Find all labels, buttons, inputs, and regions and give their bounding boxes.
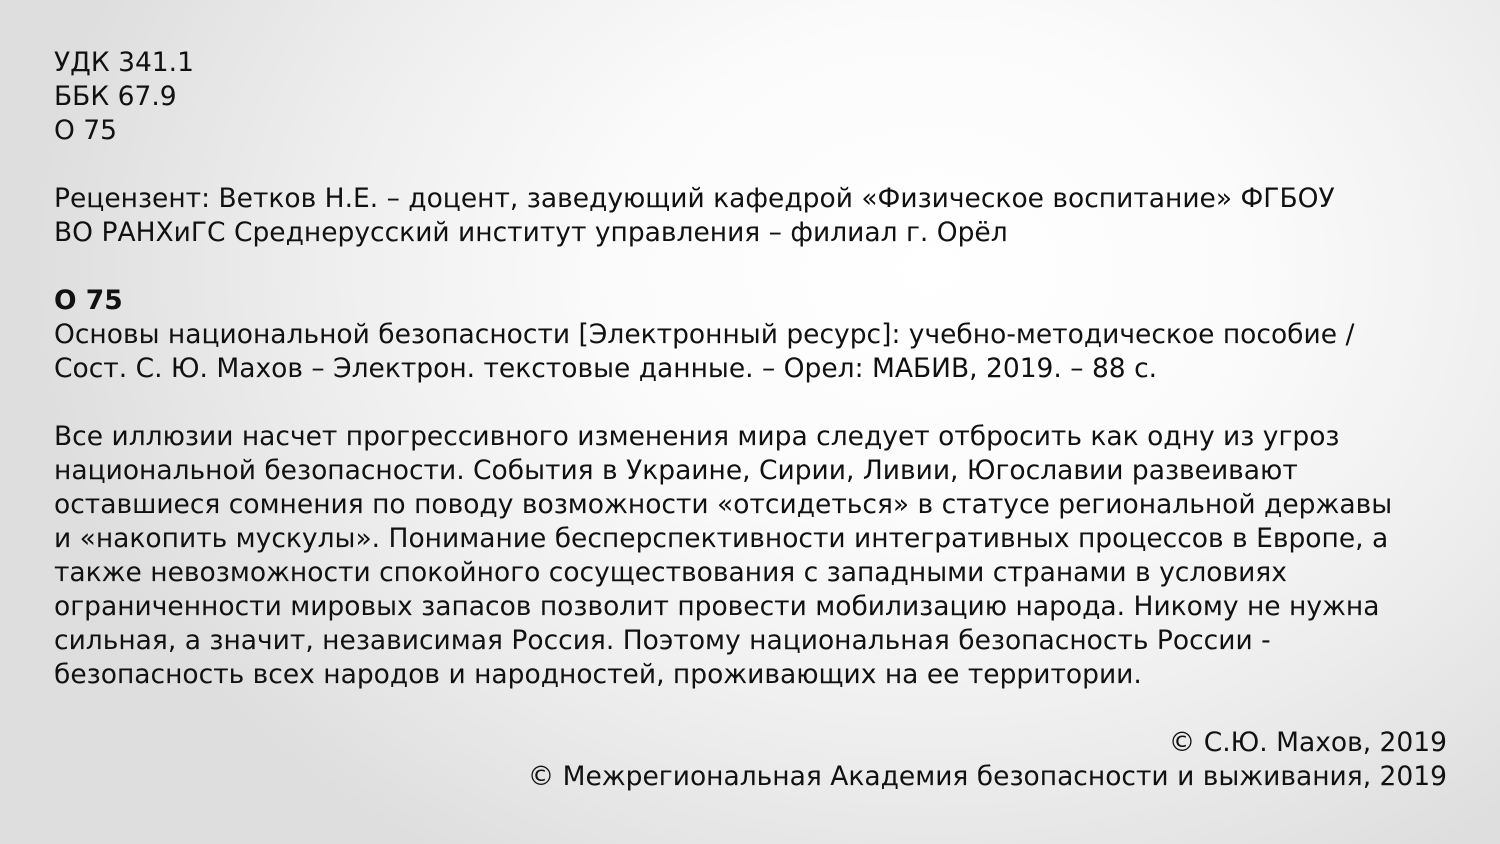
spacer [54, 386, 1454, 420]
udk-code: УДК 341.1 [54, 47, 194, 78]
bbk-code: ББК 67.9 [54, 81, 177, 112]
bibliographic-sign: О 75 [54, 285, 123, 316]
bibliographic-line: Основы национальной безопасности [Электронный ресурс]: учебно-методическое пособие / [54, 319, 1355, 350]
copyright-author: © С.Ю. Махов, 2019 [1168, 727, 1447, 758]
bibliographic-line: Сост. С. Ю. Махов – Электрон. текстовые данные. – Орел: МАБИВ, 2019. – 88 с. [54, 353, 1158, 384]
reviewer-line: Рецензент: Ветков Н.Е. – доцент, заведующий кафедрой «Физическое воспитание» ФГБОУ [54, 183, 1335, 214]
spacer [54, 148, 1454, 182]
reviewer-line: ВО РАНХиГС Среднерусский институт управления – филиал г. Орёл [54, 217, 1008, 248]
abstract-line: национальной безопасности. События в Украине, Сирии, Ливии, Югославии развеивают [54, 455, 1298, 486]
abstract-block [54, 420, 1454, 692]
abstract-line: ограниченности мировых запасов позволит провести мобилизацию народа. Никому не нужна [54, 591, 1380, 622]
abstract-line: Все иллюзии насчет прогрессивного изменения мира следует отбросить как одну из угроз [54, 421, 1340, 452]
abstract-line: и «накопить мускулы». Понимание бесперспективности интегративных процессов в Европе, а [54, 523, 1389, 554]
spacer [54, 692, 1454, 726]
document-page [54, 46, 1454, 794]
copyright-organization: © Межрегиональная Академия безопасности и выживания, 2019 [527, 761, 1447, 792]
spacer [54, 250, 1454, 284]
abstract-line: также невозможности спокойного сосуществования с западными странами в условиях [54, 557, 1287, 588]
abstract-line: сильная, а значит, независимая Россия. Поэтому национальная безопасность России - [54, 625, 1271, 656]
copyright-block [54, 726, 1454, 794]
author-sign: О 75 [54, 115, 118, 146]
classification-block [54, 46, 1454, 148]
bibliographic-block [54, 284, 1454, 386]
reviewer-block [54, 182, 1454, 250]
abstract-line: безопасность всех народов и народностей, проживающих на ее территории. [54, 659, 1142, 690]
abstract-line: оставшиеся сомнения по поводу возможности «отсидеться» в статусе региональной державы [54, 489, 1393, 520]
